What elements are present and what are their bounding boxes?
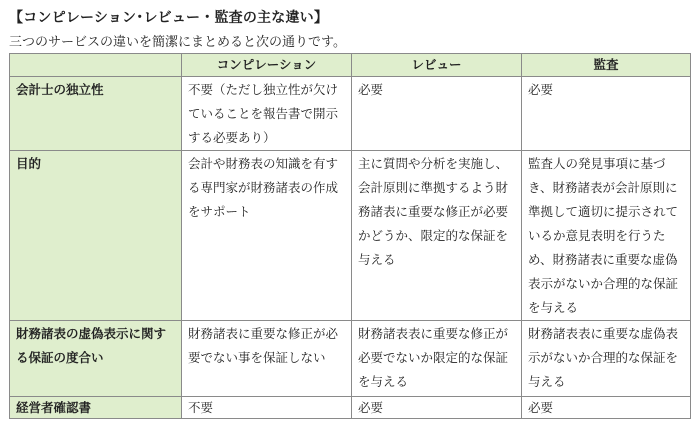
table-cell: 主に質問や分析を実施し、会計原則に準拠するよう財務諸表に重要な修正が必要かどうか、限定的な保証を与える [352, 151, 522, 321]
intro-text: 三つのサービスの違いを簡潔にまとめると次の通りです。 [9, 35, 346, 50]
row-label-independence: 会計士の独立性 [10, 77, 182, 151]
table-cell: 必要 [352, 77, 522, 151]
table-cell: 必要 [522, 77, 691, 151]
table-cell: 不要 [182, 397, 352, 419]
table-row [10, 397, 691, 419]
header-review: レビュー [352, 54, 522, 77]
table-cell: 不要（ただし独立性が欠けていることを報告書で開示する必要あり） [182, 77, 352, 151]
table-cell: 監査人の発見事項に基づき、財務諸表が会計原則に準拠して適切に提示されているか意見表明を行うため、財務諸表に重要な虚偽表示がないか合理的な保証を与える [522, 151, 691, 321]
table-row [10, 321, 691, 397]
table-cell: 必要 [522, 397, 691, 419]
header-compilation: コンピレーション [182, 54, 352, 77]
table-cell: 財務諸表表に重要な修正が必要でないか限定的な保証を与える [352, 321, 522, 397]
header-audit: 監査 [522, 54, 691, 77]
row-label-management-representation: 経営者確認書 [10, 397, 182, 419]
table-cell: 財務諸表表に重要な虚偽表示がないか合理的な保証を与える [522, 321, 691, 397]
table-header-row [10, 54, 691, 77]
row-label-assurance-level: 財務諸表の虚偽表示に関する保証の度合い [10, 321, 182, 397]
row-label-purpose: 目的 [10, 151, 182, 321]
header-corner-cell [10, 54, 182, 77]
table-cell: 必要 [352, 397, 522, 419]
table-row [10, 151, 691, 321]
table-cell: 財務諸表に重要な修正が必要でない事を保証しない [182, 321, 352, 397]
table-row [10, 77, 691, 151]
comparison-table [9, 53, 691, 419]
page-title: 【コンピレーション･レビュー・監査の主な違い】 [9, 10, 329, 26]
table-cell: 会計や財務表の知識を有する専門家が財務諸表の作成をサポート [182, 151, 352, 321]
